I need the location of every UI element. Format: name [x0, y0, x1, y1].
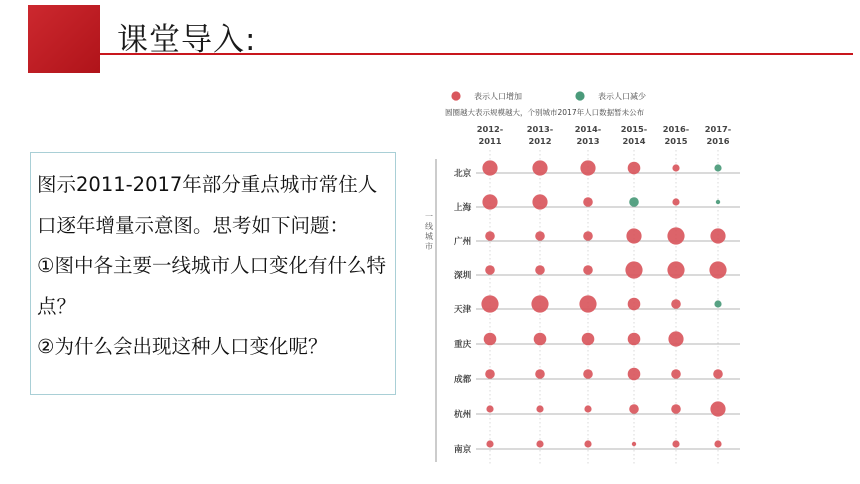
- city-row: [454, 440, 740, 455]
- bubble-mark: [628, 368, 641, 381]
- page-title: 课堂导入:: [117, 22, 257, 58]
- period-label-top: 2016-: [662, 124, 690, 134]
- group-label: [425, 159, 436, 462]
- bubble-mark: [671, 404, 681, 414]
- bubble-mark: [584, 405, 591, 412]
- bubble-mark: [716, 200, 720, 204]
- bubble-mark: [484, 333, 497, 346]
- period-label-bottom: 2013: [576, 136, 600, 146]
- legend-increase-label: 表示人口增加: [474, 92, 522, 101]
- bubble-mark: [531, 295, 548, 312]
- bubble-mark: [482, 160, 497, 175]
- period-label-bottom: 2015: [664, 136, 688, 146]
- city-label: 南京: [454, 445, 472, 455]
- city-row: [454, 160, 740, 179]
- group-label-char: 一: [425, 212, 433, 221]
- city-label: 成都: [454, 375, 472, 385]
- chart-legend: [451, 91, 646, 101]
- bubble-mark: [626, 228, 641, 243]
- bubble-mark: [710, 401, 725, 416]
- city-label: 北京: [454, 169, 472, 179]
- bubble-mark: [485, 265, 495, 275]
- bubble-mark: [671, 369, 681, 379]
- period-label-top: 2015-: [620, 124, 648, 134]
- bubble-mark: [667, 261, 684, 278]
- chart-note: 圆圈越大表示规模越大，个别城市2017年人口数据暂未公布: [445, 108, 645, 117]
- city-row: [454, 401, 740, 420]
- bubble-mark: [629, 197, 639, 207]
- group-label-char: 线: [425, 222, 433, 231]
- period-label-bottom: 2012: [528, 136, 552, 146]
- period-label-bottom: 2014: [622, 136, 646, 146]
- period-label-bottom: 2016: [706, 136, 730, 146]
- city-label: 天津: [454, 305, 472, 315]
- group-label-char: 城: [425, 232, 433, 241]
- bubble-mark: [671, 299, 681, 309]
- bubble-mark: [481, 295, 498, 312]
- bubble-mark: [672, 440, 679, 447]
- question-intro: 图示2011-2017年部分重点城市常住人口逐年增量示意图。思考如下问题：: [37, 173, 378, 237]
- period-label-top: 2014-: [574, 124, 602, 134]
- city-label: 重庆: [454, 340, 472, 350]
- bubble-mark: [672, 164, 679, 171]
- city-label: 深圳: [454, 271, 472, 281]
- period-label-top: 2012-: [476, 124, 504, 134]
- bubble-mark: [534, 333, 547, 346]
- period-label-top: 2013-: [526, 124, 554, 134]
- group-label-char: 市: [425, 242, 433, 251]
- bubble-mark: [629, 404, 639, 414]
- city-label: 上海: [454, 203, 472, 213]
- bubble-mark: [584, 440, 591, 447]
- legend-decrease-label: 表示人口减少: [598, 92, 646, 101]
- bubble-mark: [628, 333, 641, 346]
- legend-increase-swatch: [451, 91, 460, 100]
- bubble-mark: [714, 440, 721, 447]
- bubble-mark: [667, 227, 684, 244]
- bubble-mark: [482, 194, 497, 209]
- population-bubble-chart: [420, 84, 750, 468]
- bubble-mark: [714, 300, 721, 307]
- bubble-mark: [535, 231, 545, 241]
- bubble-mark: [625, 261, 642, 278]
- bubble-mark: [632, 442, 636, 446]
- city-row: [454, 368, 740, 385]
- bubble-mark: [714, 164, 721, 171]
- bubble-mark: [485, 231, 495, 241]
- city-label: 广州: [454, 237, 472, 247]
- bubble-mark: [579, 295, 596, 312]
- city-row: [454, 295, 740, 315]
- header-accent-block: [28, 5, 100, 73]
- bubble-mark: [583, 197, 593, 207]
- bubble-mark: [535, 265, 545, 275]
- bubble-mark: [580, 160, 595, 175]
- bubble-mark: [713, 369, 723, 379]
- period-label-top: 2017-: [704, 124, 732, 134]
- bubble-mark: [485, 369, 495, 379]
- bubble-mark: [532, 194, 547, 209]
- question-box: [30, 152, 396, 395]
- bubble-mark: [628, 162, 641, 175]
- legend-decrease-swatch: [575, 91, 584, 100]
- question-2: ②为什么会出现这种人口变化呢？: [37, 335, 328, 358]
- bubble-mark: [668, 331, 683, 346]
- bubble-mark: [536, 440, 543, 447]
- city-row: [453, 227, 740, 247]
- bubble-mark: [535, 369, 545, 379]
- bubble-mark: [583, 231, 593, 241]
- bubble-mark: [532, 160, 547, 175]
- city-row: [454, 194, 740, 213]
- bubble-mark: [628, 298, 641, 311]
- bubble-mark: [486, 405, 493, 412]
- period-label-bottom: 2011: [478, 136, 502, 146]
- chart-rows: [453, 160, 740, 455]
- bubble-mark: [672, 198, 679, 205]
- city-row: [454, 261, 740, 281]
- bubble-mark: [583, 265, 593, 275]
- bubble-mark: [583, 369, 593, 379]
- bubble-mark: [709, 261, 726, 278]
- city-row: [454, 331, 740, 350]
- bubble-mark: [486, 440, 493, 447]
- bubble-mark: [582, 333, 595, 346]
- bubble-mark: [536, 405, 543, 412]
- period-header: [477, 124, 732, 464]
- bubble-mark: [710, 228, 725, 243]
- question-1: ①图中各主要一线城市人口变化有什么特点？: [37, 254, 386, 318]
- city-label: 杭州: [454, 410, 472, 420]
